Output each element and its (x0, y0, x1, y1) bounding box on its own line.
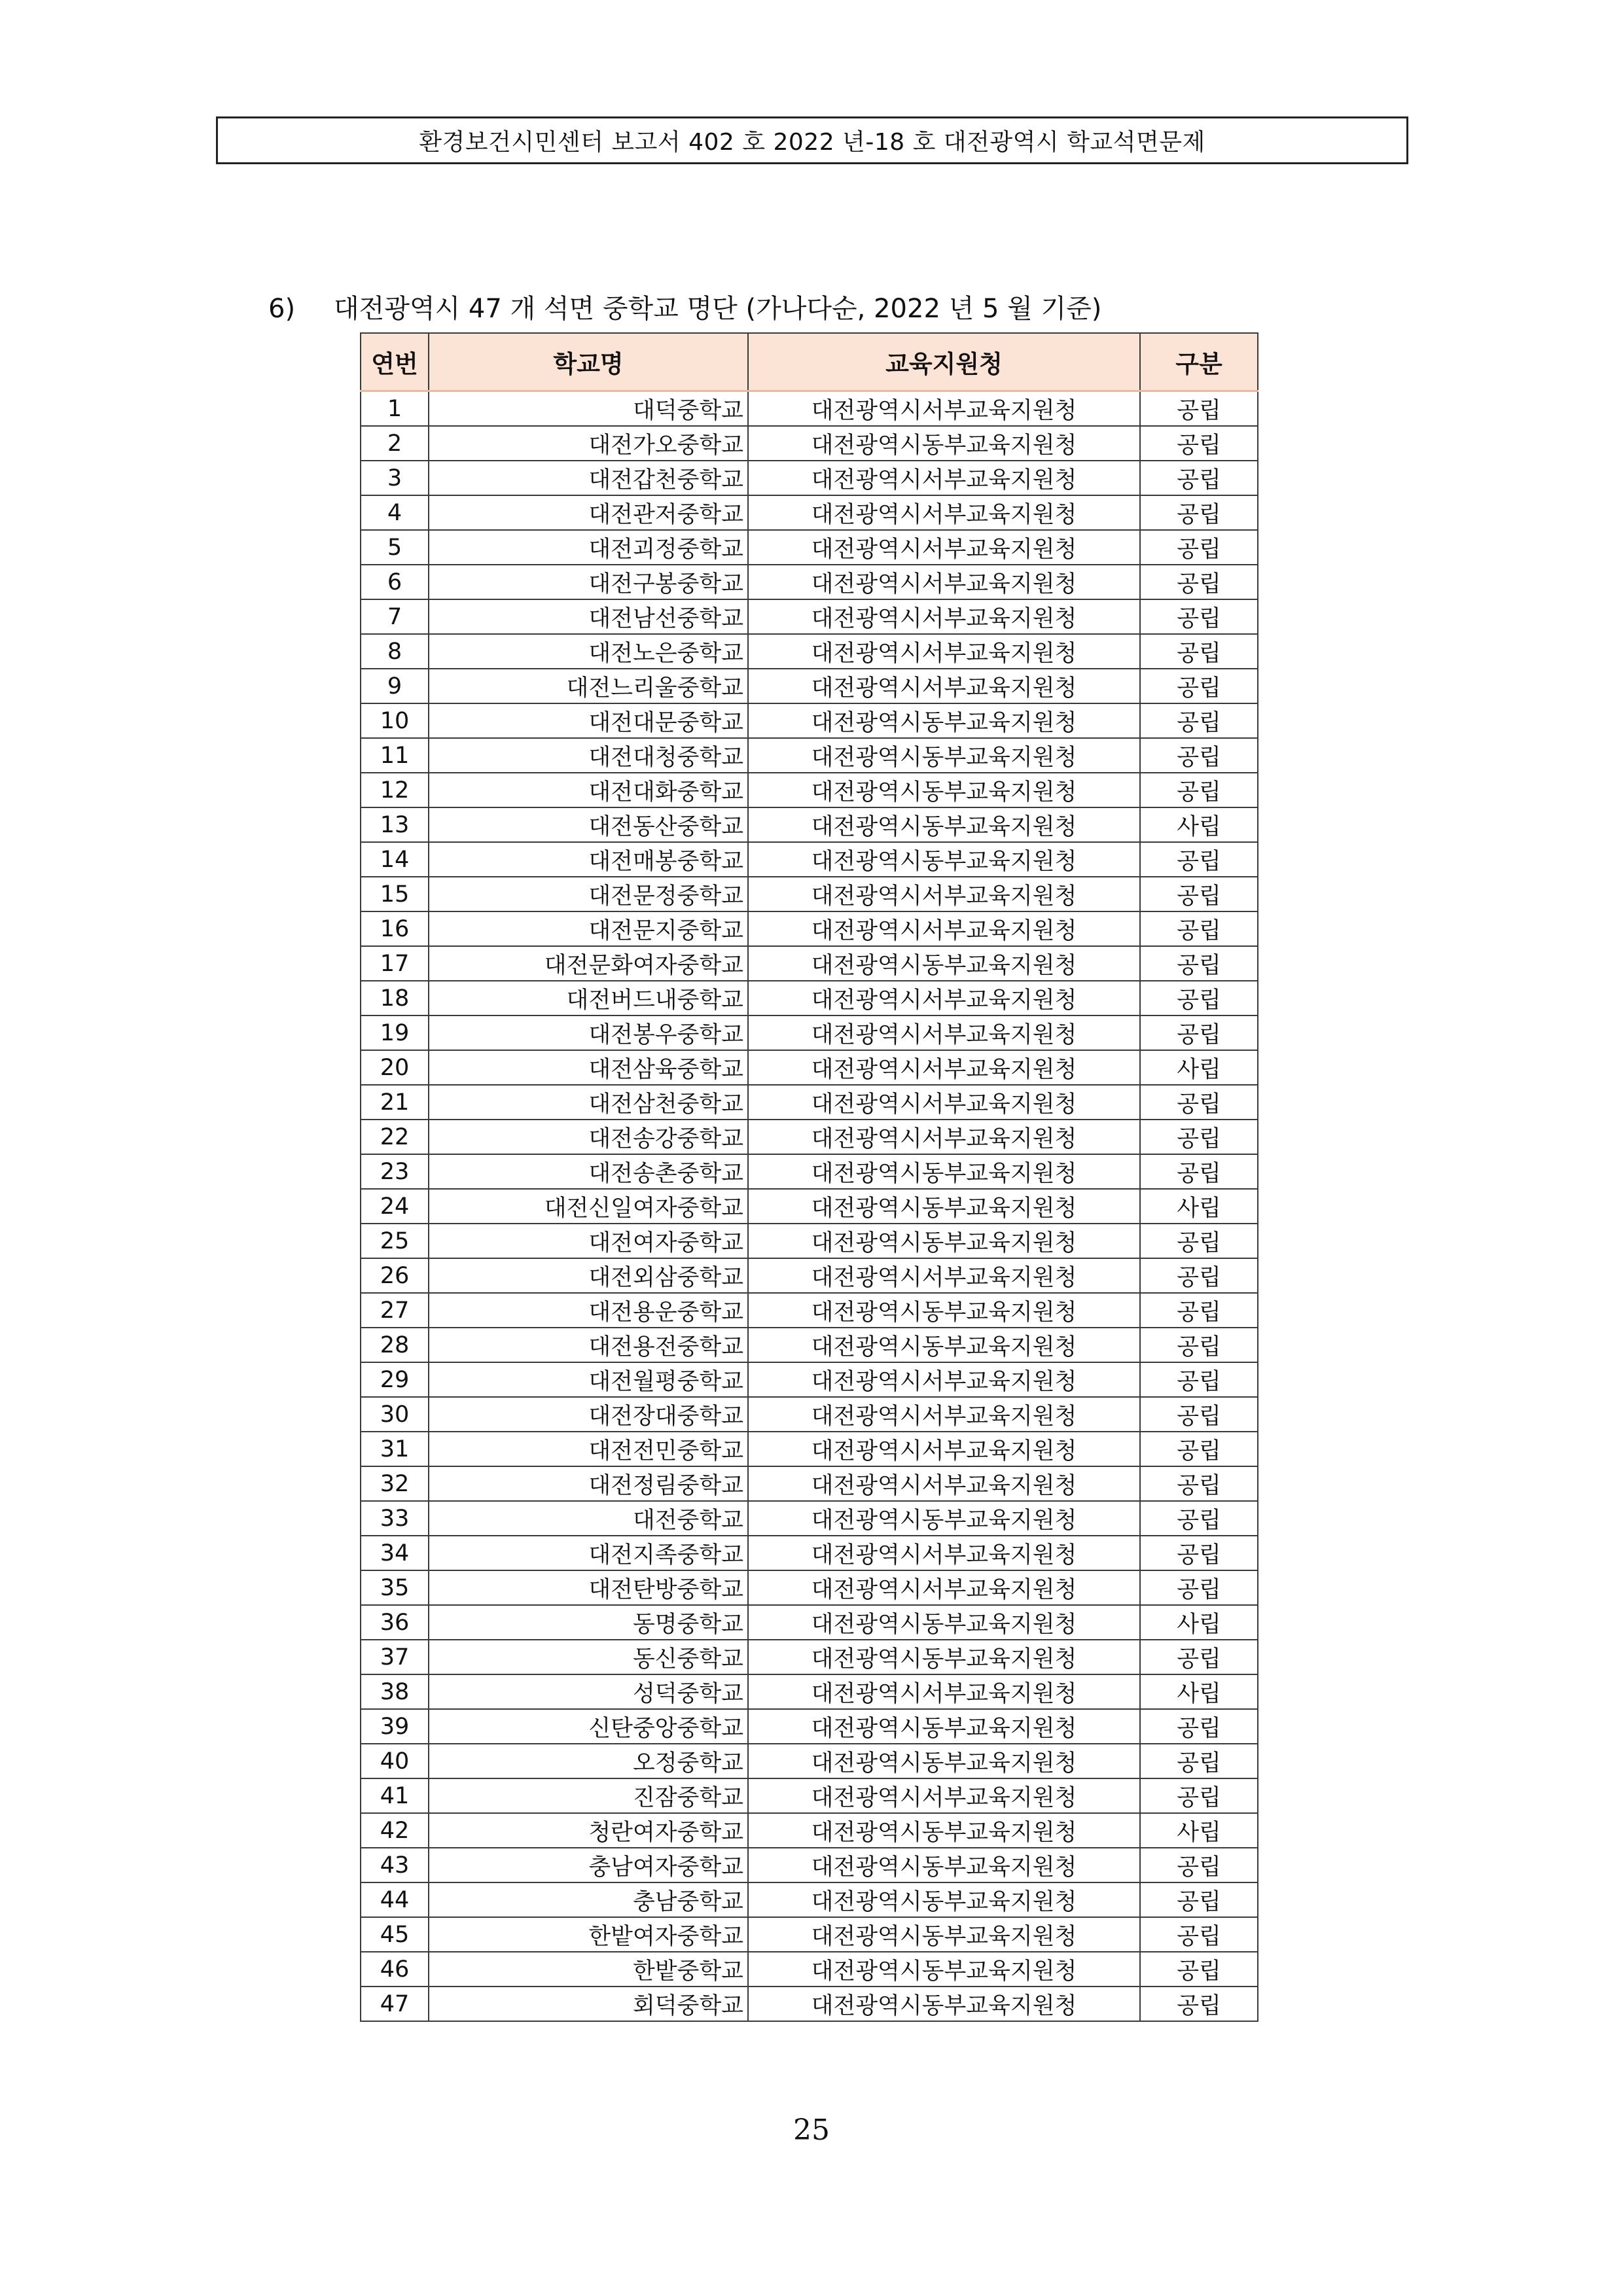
table-row (361, 391, 1258, 427)
cell-school-name: 동신중학교 (429, 1640, 748, 1674)
cell-type: 공립 (1140, 1778, 1258, 1813)
cell-type: 공립 (1140, 1570, 1258, 1605)
cell-type: 공립 (1140, 773, 1258, 807)
table-row (361, 1987, 1258, 2021)
cell-school-name: 대전지족중학교 (429, 1536, 748, 1570)
table-row (361, 669, 1258, 703)
cell-type: 공립 (1140, 1501, 1258, 1536)
cell-school-name: 대전정림중학교 (429, 1466, 748, 1501)
cell-type: 공립 (1140, 1709, 1258, 1744)
cell-no: 14 (361, 842, 429, 877)
cell-no: 2 (361, 426, 429, 461)
cell-type: 사립 (1140, 1605, 1258, 1640)
cell-education-office: 대전광역시동부교육지원청 (748, 1882, 1140, 1917)
cell-type: 공립 (1140, 391, 1258, 427)
cell-school-name: 대전삼육중학교 (429, 1050, 748, 1085)
cell-type: 사립 (1140, 807, 1258, 842)
cell-school-name: 대전외삼중학교 (429, 1258, 748, 1293)
cell-school-name: 대전신일여자중학교 (429, 1189, 748, 1224)
cell-no: 32 (361, 1466, 429, 1501)
cell-school-name: 회덕중학교 (429, 1987, 748, 2021)
table-row (361, 1778, 1258, 1813)
cell-education-office: 대전광역시동부교육지원청 (748, 1640, 1140, 1674)
cell-school-name: 대전구봉중학교 (429, 565, 748, 599)
cell-school-name: 대전송강중학교 (429, 1120, 748, 1154)
table-row (361, 1536, 1258, 1570)
cell-school-name: 대전삼천중학교 (429, 1085, 748, 1120)
table-header-row (361, 333, 1258, 391)
report-header-title: 환경보건시민센터 보고서 402 호 2022 년-18 호 대전광역시 학교석면문제 (419, 129, 1205, 156)
cell-school-name: 한밭중학교 (429, 1952, 748, 1987)
cell-type: 공립 (1140, 1154, 1258, 1189)
column-header-type: 구분 (1140, 333, 1258, 391)
cell-no: 16 (361, 911, 429, 946)
cell-no: 4 (361, 495, 429, 530)
cell-school-name: 대전느리울중학교 (429, 669, 748, 703)
cell-school-name: 신탄중앙중학교 (429, 1709, 748, 1744)
cell-education-office: 대전광역시서부교육지원청 (748, 1432, 1140, 1466)
cell-type: 공립 (1140, 1882, 1258, 1917)
cell-no: 41 (361, 1778, 429, 1813)
cell-education-office: 대전광역시동부교육지원청 (748, 1605, 1140, 1640)
cell-education-office: 대전광역시서부교육지원청 (748, 461, 1140, 495)
section-number: 6) (268, 294, 296, 324)
cell-school-name: 대전남선중학교 (429, 599, 748, 634)
table-row (361, 703, 1258, 738)
cell-no: 47 (361, 1987, 429, 2021)
cell-school-name: 대전대화중학교 (429, 773, 748, 807)
cell-no: 42 (361, 1813, 429, 1848)
cell-type: 공립 (1140, 842, 1258, 877)
cell-education-office: 대전광역시서부교육지원청 (748, 981, 1140, 1016)
cell-school-name: 충남여자중학교 (429, 1848, 748, 1882)
table-row (361, 1362, 1258, 1397)
cell-type: 공립 (1140, 1744, 1258, 1778)
cell-school-name: 대전용운중학교 (429, 1293, 748, 1328)
cell-school-name: 대전탄방중학교 (429, 1570, 748, 1605)
table-row (361, 1882, 1258, 1917)
cell-no: 35 (361, 1570, 429, 1605)
cell-type: 사립 (1140, 1813, 1258, 1848)
cell-no: 37 (361, 1640, 429, 1674)
table-row (361, 1189, 1258, 1224)
table-row (361, 807, 1258, 842)
cell-no: 24 (361, 1189, 429, 1224)
cell-no: 1 (361, 391, 429, 427)
cell-no: 20 (361, 1050, 429, 1085)
table-row (361, 1224, 1258, 1258)
cell-school-name: 대전문정중학교 (429, 877, 748, 911)
cell-no: 21 (361, 1085, 429, 1120)
cell-no: 17 (361, 946, 429, 981)
table-row (361, 1466, 1258, 1501)
school-table (360, 332, 1258, 2022)
cell-school-name: 오정중학교 (429, 1744, 748, 1778)
cell-no: 8 (361, 634, 429, 669)
cell-education-office: 대전광역시동부교육지원청 (748, 1709, 1140, 1744)
cell-school-name: 대전노은중학교 (429, 634, 748, 669)
report-header (216, 116, 1408, 164)
cell-type: 공립 (1140, 1987, 1258, 2021)
table-row (361, 1154, 1258, 1189)
cell-school-name: 동명중학교 (429, 1605, 748, 1640)
cell-type: 공립 (1140, 565, 1258, 599)
cell-no: 30 (361, 1397, 429, 1432)
table-row (361, 773, 1258, 807)
table-row (361, 634, 1258, 669)
cell-school-name: 대전전민중학교 (429, 1432, 748, 1466)
cell-education-office: 대전광역시동부교육지원청 (748, 946, 1140, 981)
table-row (361, 1258, 1258, 1293)
cell-type: 공립 (1140, 1466, 1258, 1501)
section-title-text: 대전광역시 47 개 석면 중학교 명단 (가나다순, 2022 년 5 월 기준) (334, 294, 1102, 324)
table-row (361, 911, 1258, 946)
table-row (361, 1813, 1258, 1848)
cell-no: 39 (361, 1709, 429, 1744)
cell-type: 공립 (1140, 1952, 1258, 1987)
cell-school-name: 한밭여자중학교 (429, 1917, 748, 1952)
table-row (361, 1570, 1258, 1605)
cell-school-name: 대전장대중학교 (429, 1397, 748, 1432)
cell-education-office: 대전광역시서부교육지원청 (748, 669, 1140, 703)
cell-type: 공립 (1140, 530, 1258, 565)
cell-type: 공립 (1140, 738, 1258, 773)
cell-no: 38 (361, 1674, 429, 1709)
cell-type: 공립 (1140, 703, 1258, 738)
cell-school-name: 대전대문중학교 (429, 703, 748, 738)
cell-type: 공립 (1140, 426, 1258, 461)
cell-education-office: 대전광역시동부교육지원청 (748, 1917, 1140, 1952)
table-row (361, 981, 1258, 1016)
table-header (361, 333, 1258, 391)
cell-education-office: 대전광역시서부교육지원청 (748, 1016, 1140, 1050)
cell-type: 공립 (1140, 1397, 1258, 1432)
cell-education-office: 대전광역시서부교육지원청 (748, 495, 1140, 530)
table-row (361, 1050, 1258, 1085)
table-row (361, 1501, 1258, 1536)
cell-type: 공립 (1140, 495, 1258, 530)
cell-education-office: 대전광역시서부교육지원청 (748, 1674, 1140, 1709)
table-row (361, 1328, 1258, 1362)
table-row (361, 1432, 1258, 1466)
cell-no: 26 (361, 1258, 429, 1293)
cell-education-office: 대전광역시동부교육지원청 (748, 1987, 1140, 2021)
cell-school-name: 대전괴정중학교 (429, 530, 748, 565)
cell-type: 사립 (1140, 1050, 1258, 1085)
cell-type: 공립 (1140, 634, 1258, 669)
cell-school-name: 대전송촌중학교 (429, 1154, 748, 1189)
cell-school-name: 대전봉우중학교 (429, 1016, 748, 1050)
table-row (361, 1397, 1258, 1432)
cell-school-name: 대전여자중학교 (429, 1224, 748, 1258)
cell-type: 공립 (1140, 1120, 1258, 1154)
cell-education-office: 대전광역시서부교육지원청 (748, 1085, 1140, 1120)
cell-type: 공립 (1140, 1258, 1258, 1293)
cell-education-office: 대전광역시동부교육지원청 (748, 1189, 1140, 1224)
cell-no: 18 (361, 981, 429, 1016)
cell-school-name: 충남중학교 (429, 1882, 748, 1917)
cell-school-name: 대덕중학교 (429, 391, 748, 427)
table-row (361, 877, 1258, 911)
cell-education-office: 대전광역시서부교육지원청 (748, 1050, 1140, 1085)
cell-no: 45 (361, 1917, 429, 1952)
table-row (361, 530, 1258, 565)
cell-education-office: 대전광역시서부교육지원청 (748, 1362, 1140, 1397)
column-header-education-office: 교육지원청 (748, 333, 1140, 391)
table-row (361, 946, 1258, 981)
cell-school-name: 진잠중학교 (429, 1778, 748, 1813)
cell-no: 34 (361, 1536, 429, 1570)
table-row (361, 1917, 1258, 1952)
cell-no: 44 (361, 1882, 429, 1917)
section-heading (268, 288, 1101, 325)
cell-type: 사립 (1140, 1189, 1258, 1224)
cell-type: 공립 (1140, 669, 1258, 703)
cell-no: 33 (361, 1501, 429, 1536)
cell-education-office: 대전광역시동부교육지원청 (748, 1154, 1140, 1189)
cell-education-office: 대전광역시서부교육지원청 (748, 877, 1140, 911)
cell-education-office: 대전광역시동부교육지원청 (748, 807, 1140, 842)
cell-education-office: 대전광역시서부교육지원청 (748, 634, 1140, 669)
table-row (361, 426, 1258, 461)
cell-school-name: 대전동산중학교 (429, 807, 748, 842)
cell-no: 10 (361, 703, 429, 738)
table-row (361, 565, 1258, 599)
cell-type: 공립 (1140, 911, 1258, 946)
cell-type: 공립 (1140, 1016, 1258, 1050)
table-row (361, 461, 1258, 495)
table-row (361, 1744, 1258, 1778)
page-number: 25 (793, 2113, 830, 2147)
table-row (361, 1016, 1258, 1050)
cell-no: 7 (361, 599, 429, 634)
cell-education-office: 대전광역시동부교육지원청 (748, 1224, 1140, 1258)
cell-school-name: 대전문화여자중학교 (429, 946, 748, 981)
cell-education-office: 대전광역시서부교육지원청 (748, 1536, 1140, 1570)
cell-education-office: 대전광역시서부교육지원청 (748, 1120, 1140, 1154)
table-row (361, 1085, 1258, 1120)
table-row (361, 1709, 1258, 1744)
cell-no: 25 (361, 1224, 429, 1258)
cell-education-office: 대전광역시동부교육지원청 (748, 1328, 1140, 1362)
cell-type: 공립 (1140, 1432, 1258, 1466)
cell-type: 사립 (1140, 1674, 1258, 1709)
cell-education-office: 대전광역시서부교육지원청 (748, 1397, 1140, 1432)
cell-education-office: 대전광역시서부교육지원청 (748, 1778, 1140, 1813)
table-row (361, 1674, 1258, 1709)
table-row (361, 1848, 1258, 1882)
cell-education-office: 대전광역시서부교육지원청 (748, 1466, 1140, 1501)
cell-no: 13 (361, 807, 429, 842)
cell-no: 19 (361, 1016, 429, 1050)
cell-education-office: 대전광역시서부교육지원청 (748, 599, 1140, 634)
cell-education-office: 대전광역시서부교육지원청 (748, 565, 1140, 599)
cell-no: 28 (361, 1328, 429, 1362)
cell-school-name: 성덕중학교 (429, 1674, 748, 1709)
cell-type: 공립 (1140, 1917, 1258, 1952)
cell-no: 23 (361, 1154, 429, 1189)
table-row (361, 1120, 1258, 1154)
cell-education-office: 대전광역시서부교육지원청 (748, 1570, 1140, 1605)
cell-type: 공립 (1140, 946, 1258, 981)
cell-school-name: 대전매봉중학교 (429, 842, 748, 877)
cell-education-office: 대전광역시동부교육지원청 (748, 1848, 1140, 1882)
cell-education-office: 대전광역시동부교육지원청 (748, 703, 1140, 738)
cell-type: 공립 (1140, 1640, 1258, 1674)
table-row (361, 599, 1258, 634)
cell-no: 46 (361, 1952, 429, 1987)
cell-no: 15 (361, 877, 429, 911)
cell-education-office: 대전광역시동부교육지원청 (748, 1813, 1140, 1848)
cell-no: 3 (361, 461, 429, 495)
cell-type: 공립 (1140, 981, 1258, 1016)
cell-school-name: 대전가오중학교 (429, 426, 748, 461)
cell-education-office: 대전광역시서부교육지원청 (748, 530, 1140, 565)
cell-education-office: 대전광역시동부교육지원청 (748, 842, 1140, 877)
cell-education-office: 대전광역시서부교육지원청 (748, 391, 1140, 427)
cell-type: 공립 (1140, 599, 1258, 634)
cell-no: 11 (361, 738, 429, 773)
cell-type: 공립 (1140, 877, 1258, 911)
table-body (361, 391, 1258, 2022)
cell-education-office: 대전광역시동부교육지원청 (748, 426, 1140, 461)
cell-no: 36 (361, 1605, 429, 1640)
cell-no: 5 (361, 530, 429, 565)
cell-school-name: 대전중학교 (429, 1501, 748, 1536)
cell-no: 27 (361, 1293, 429, 1328)
cell-school-name: 청란여자중학교 (429, 1813, 748, 1848)
cell-type: 공립 (1140, 1362, 1258, 1397)
cell-school-name: 대전관저중학교 (429, 495, 748, 530)
cell-education-office: 대전광역시동부교육지원청 (748, 1293, 1140, 1328)
cell-education-office: 대전광역시서부교육지원청 (748, 911, 1140, 946)
cell-education-office: 대전광역시동부교육지원청 (748, 773, 1140, 807)
cell-education-office: 대전광역시동부교육지원청 (748, 1744, 1140, 1778)
cell-type: 공립 (1140, 1085, 1258, 1120)
cell-no: 29 (361, 1362, 429, 1397)
cell-school-name: 대전용전중학교 (429, 1328, 748, 1362)
cell-no: 31 (361, 1432, 429, 1466)
cell-type: 공립 (1140, 1293, 1258, 1328)
cell-no: 40 (361, 1744, 429, 1778)
column-header-no: 연번 (361, 333, 429, 391)
cell-school-name: 대전월평중학교 (429, 1362, 748, 1397)
table-row (361, 1640, 1258, 1674)
cell-type: 공립 (1140, 1536, 1258, 1570)
table-row (361, 495, 1258, 530)
table-row (361, 1293, 1258, 1328)
cell-school-name: 대전대청중학교 (429, 738, 748, 773)
cell-type: 공립 (1140, 1848, 1258, 1882)
cell-no: 43 (361, 1848, 429, 1882)
cell-school-name: 대전버드내중학교 (429, 981, 748, 1016)
table-row (361, 842, 1258, 877)
cell-education-office: 대전광역시동부교육지원청 (748, 1952, 1140, 1987)
cell-school-name: 대전문지중학교 (429, 911, 748, 946)
cell-type: 공립 (1140, 1224, 1258, 1258)
table-row (361, 738, 1258, 773)
cell-education-office: 대전광역시서부교육지원청 (748, 1258, 1140, 1293)
cell-no: 9 (361, 669, 429, 703)
cell-type: 공립 (1140, 461, 1258, 495)
column-header-school-name: 학교명 (429, 333, 748, 391)
cell-no: 12 (361, 773, 429, 807)
cell-no: 22 (361, 1120, 429, 1154)
cell-type: 공립 (1140, 1328, 1258, 1362)
table-row (361, 1605, 1258, 1640)
cell-school-name: 대전갑천중학교 (429, 461, 748, 495)
table-row (361, 1952, 1258, 1987)
cell-education-office: 대전광역시동부교육지원청 (748, 1501, 1140, 1536)
cell-no: 6 (361, 565, 429, 599)
cell-education-office: 대전광역시동부교육지원청 (748, 738, 1140, 773)
